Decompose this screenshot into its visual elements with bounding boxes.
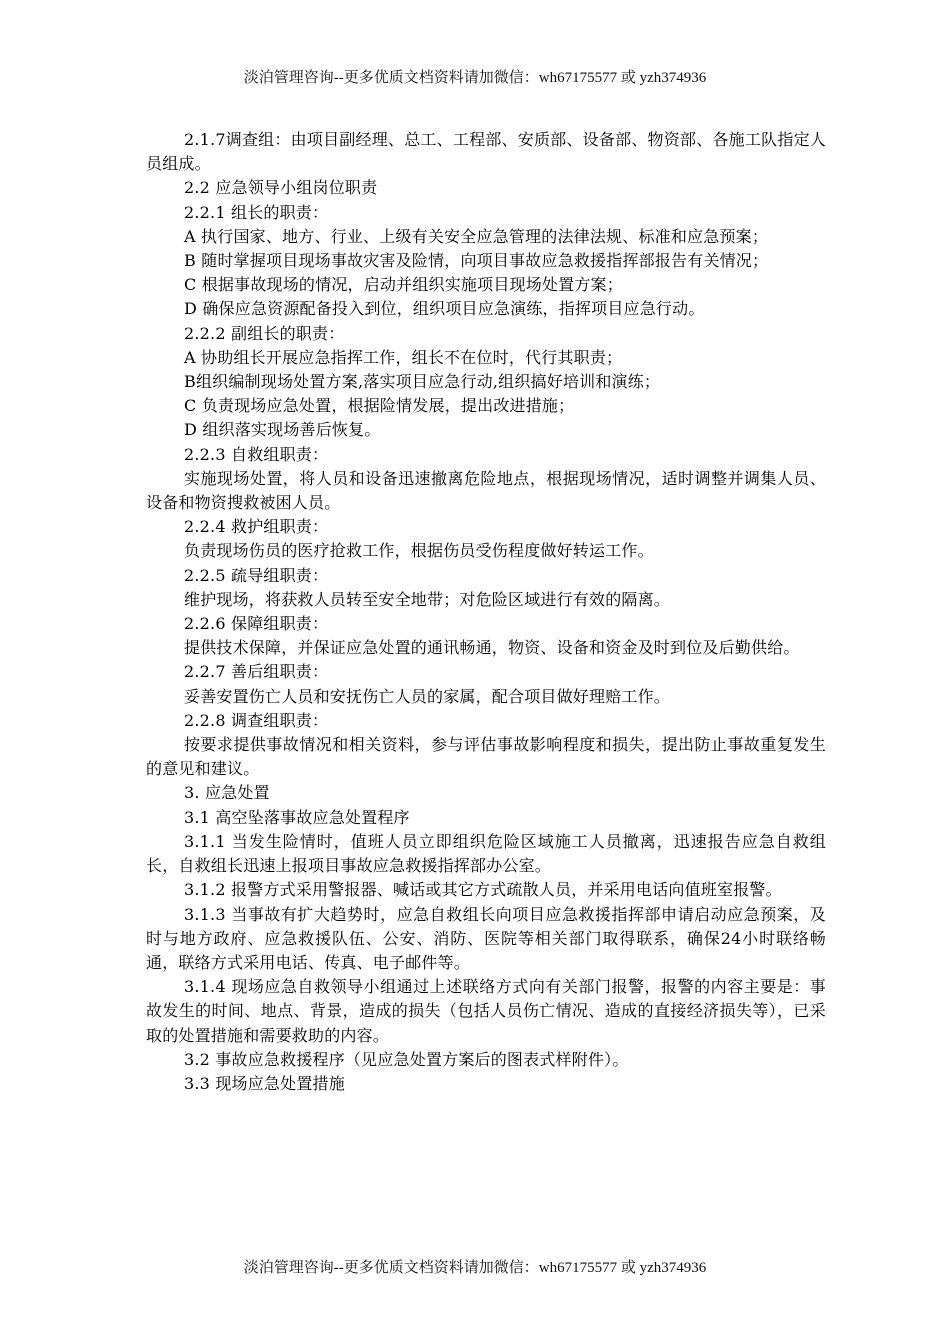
paragraph: A 协助组长开展应急指挥工作，组长不在位时，代行其职责； [184,347,623,367]
paragraph: 按要求提供事故情况和相关资料，参与评估事故影响程度和损失，提出防止事故重复发生的意见和建议。 [146,735,826,779]
document-body [146,128,826,1096]
paragraph: D 组织落实现场善后恢复。 [184,420,381,440]
paragraph: 3.1.3 当事故有扩大趋势时，应急自救组长向项目应急救援指挥部申请启动应急预案，及时与地方政府、应急救援队伍、公安、消防、医院等相关部门取得联系，确保24小时联络畅通，联络方式采用电话、传真、电子邮件等。 [146,904,826,972]
subsection-heading: 2.2.1 组长的职责： [184,202,329,222]
page-header: 淡泊管理咨询--更多优质文档资料请加微信：wh67175577 或 yzh374936 [243,70,707,86]
paragraph: 维护现场，将获救人员转至安全地带；对危险区域进行有效的隔离。 [184,589,671,609]
paragraph: 3.2 事故应急救援程序（见应急处置方案后的图表式样附件）。 [184,1049,629,1069]
paragraph: B组织编制现场处置方案,落实项目应急行动,组织搞好培训和演练； [184,372,661,392]
paragraph: 3.1.2 报警方式采用警报器、喊话或其它方式疏散人员，并采用电话向值班室报警。 [184,880,782,900]
paragraph: A 执行国家、地方、行业、上级有关安全应急管理的法律法规、标准和应急预案； [184,226,769,246]
paragraph: 提供技术保障，并保证应急处置的通讯畅通，物资、设备和资金及时到位及后勤供给。 [184,638,800,658]
section-heading: 3.1 高空坠落事故应急处置程序 [184,807,410,827]
section-heading: 3. 应急处置 [184,783,270,803]
paragraph: 3.1.4 现场应急自救领导小组通过上述联络方式向有关部门报警，报警的内容主要是：事故发生的时间、地点、背景，造成的损失（包括人员伤亡情况、造成的直接经济损失等），已采取的处置措施和需要救助的内容。 [146,977,826,1045]
paragraph: B 随时掌握项目现场事故灾害及险情，向项目事故应急救援指挥部报告有关情况； [184,251,769,271]
paragraph: 2.1.7调查组：由项目副经理、总工、工程部、安质部、设备部、物资部、各施工队指定人员组成。 [146,130,826,174]
section-heading: 2.2 应急领导小组岗位职责 [184,178,378,198]
subsection-heading: 2.2.5 疏导组职责： [184,565,329,585]
subsection-heading: 2.2.7 善后组职责： [184,662,329,682]
subsection-heading: 2.2.6 保障组职责： [184,614,329,634]
subsection-heading: 2.2.2 副组长的职责： [184,323,345,343]
page-footer: 淡泊管理咨询--更多优质文档资料请加微信：wh67175577 或 yzh374936 [243,1260,707,1276]
subsection-heading: 2.2.8 调查组职责： [184,710,329,730]
paragraph: 负责现场伤员的医疗抢救工作，根据伤员受伤程度做好转运工作。 [184,541,654,561]
paragraph: C 根据事故现场的情况，启动并组织实施项目现场处置方案； [184,275,623,295]
subsection-heading: 2.2.4 救护组职责： [184,517,329,537]
paragraph: 3.1.1 当发生险情时，值班人员立即组织危险区域施工人员撤离，迅速报告应急自救组长，自救组长迅速上报项目事故应急救援指挥部办公室。 [146,831,826,876]
paragraph: D 确保应急资源配备投入到位，组织项目应急演练，指挥项目应急行动。 [184,299,705,319]
paragraph: 妥善安置伤亡人员和安抚伤亡人员的家属，配合项目做好理赔工作。 [184,686,671,706]
paragraph: C 负责现场应急处置，根据险情发展，提出改进措施； [184,396,575,416]
section-heading: 3.3 现场应急处置措施 [184,1073,345,1093]
paragraph: 实施现场处置，将人员和设备迅速撤离危险地点，根据现场情况，适时调整并调集人员、设备和物资搜救被困人员。 [146,468,826,513]
subsection-heading: 2.2.3 自救组职责： [184,444,329,464]
